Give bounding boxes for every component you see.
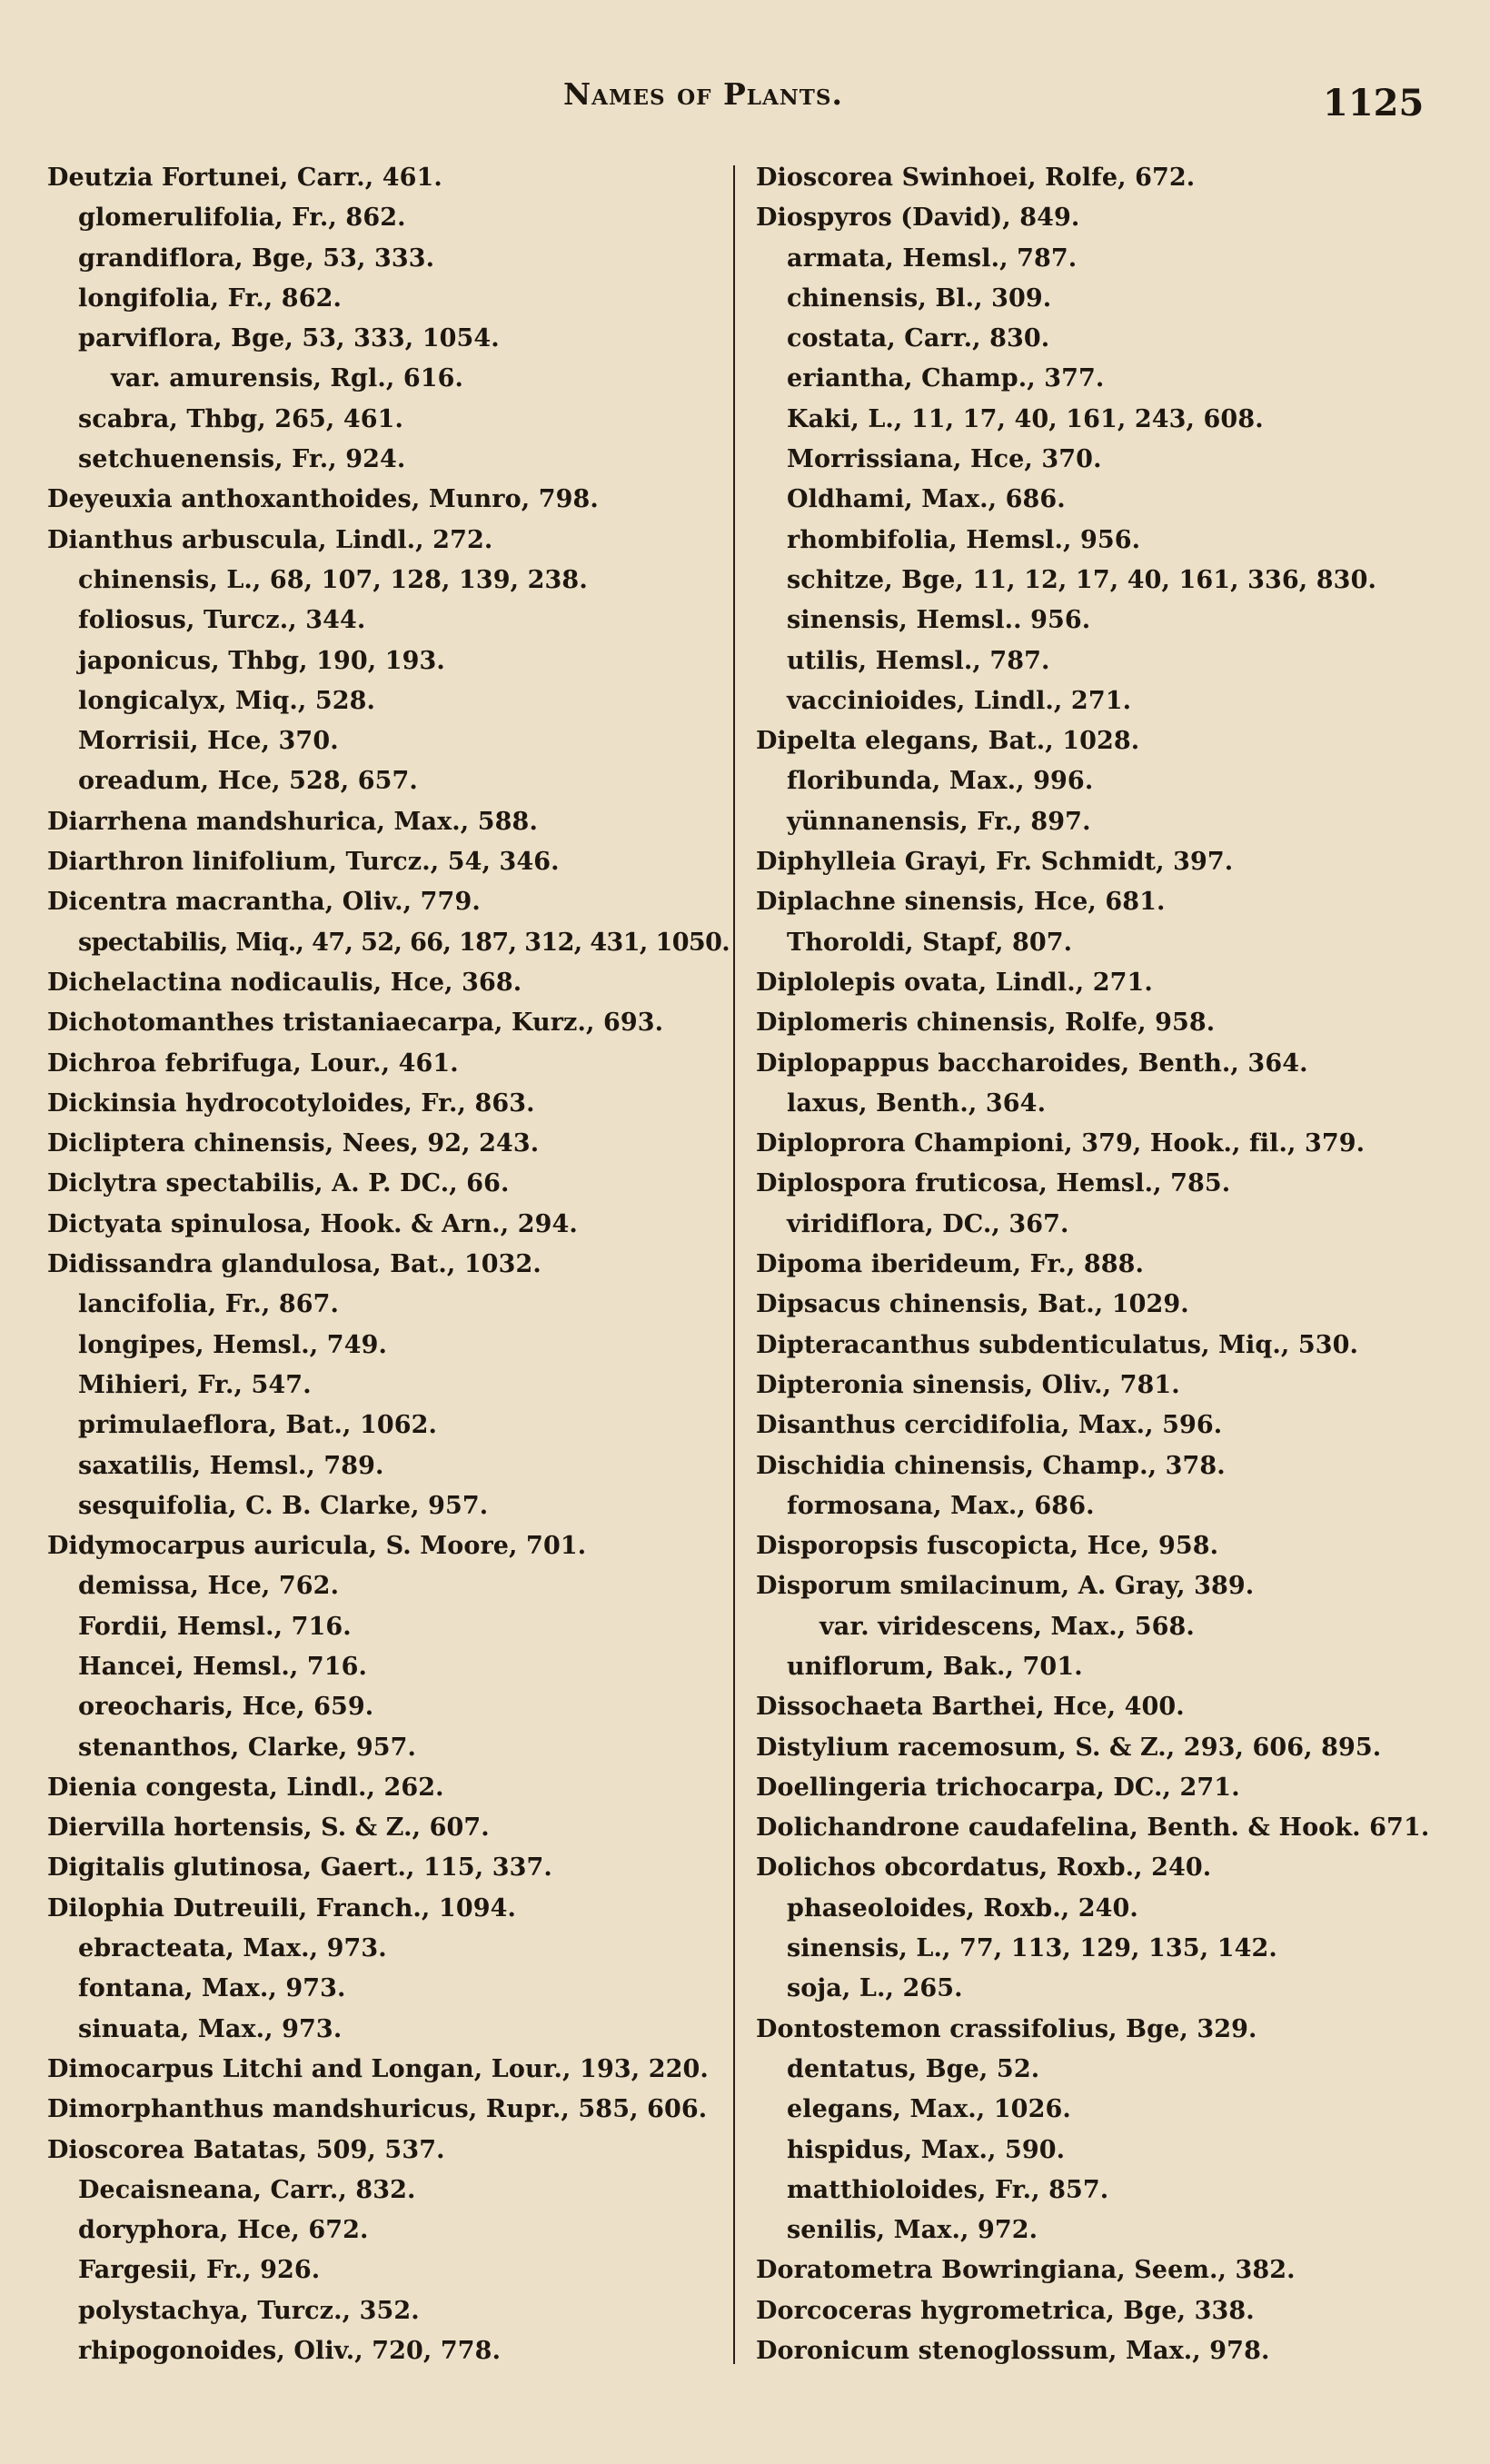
index-entry: Dictyata spinulosa, Hook. & Arn., 294. [47,1209,578,1238]
index-entry: chinensis, L., 68, 107, 128, 139, 238. [78,565,588,594]
index-entry: oreadum, Hce, 528, 657. [78,767,418,796]
index-entry: elegans, Max., 1026. [787,2095,1071,2124]
index-entry: Fargesii, Fr., 926. [78,2256,321,2285]
index-entry: Hancei, Hemsl., 716. [78,1652,367,1681]
index-entry: Dichelactina nodicaulis, Hce, 368. [47,968,522,997]
index-entry: Dickinsia hydrocotyloides, Fr., 863. [47,1088,535,1118]
index-entry: floribunda, Max., 996. [787,767,1094,796]
index-entry: armata, Hemsl., 787. [787,243,1078,273]
index-entry: uniflorum, Bak., 701. [787,1652,1083,1681]
index-entry: hispidus, Max., 590. [787,2135,1066,2164]
index-entry: Dimorphanthus mandshuricus, Rupr., 585, 606. [47,2095,708,2124]
index-entry: lancifolia, Fr., 867. [78,1290,340,1319]
index-entry: Dipoma iberideum, Fr., 888. [756,1250,1144,1279]
index-entry: Dioscorea Batatas, 509, 537. [47,2135,445,2164]
index-entry: doryphora, Hce, 672. [78,2216,369,2245]
index-entry: Dilophia Dutreuili, Franch., 1094. [47,1893,516,1923]
index-entry: senilis, Max., 972. [787,2216,1038,2245]
index-entry: ebracteata, Max., 973. [78,1934,387,1963]
index-entry: longipes, Hemsl., 749. [78,1330,387,1359]
index-entry: Dolichos obcordatus, Roxb., 240. [756,1853,1212,1883]
index-entry: Diclytra spectabilis, A. P. DC., 66. [47,1169,510,1198]
index-entry: Dimocarpus Litchi and Longan, Lour., 193, 220. [47,2054,709,2083]
index-entry: var. amurensis, Rgl., 616. [111,364,464,393]
index-entry: Dichotomanthes tristaniaecarpa, Kurz., 693. [47,1008,664,1038]
index-entry: polystachya, Turcz., 352. [78,2296,420,2325]
index-entry: Dicentra macrantha, Oliv., 779. [47,888,481,917]
index-entry: utilis, Hemsl., 787. [787,646,1050,675]
index-entry: stenanthos, Clarke, 957. [78,1733,417,1762]
index-entry: Disporum smilacinum, A. Gray, 389. [756,1572,1255,1601]
index-entry: Dissochaeta Barthei, Hce, 400. [756,1693,1185,1722]
page-title: Names of Plants. [563,76,844,112]
column-divider [733,165,735,2364]
index-entry: Diervilla hortensis, S. & Z., 607. [47,1813,490,1843]
index-entry: Dipteronia sinensis, Oliv., 781. [756,1370,1180,1399]
index-entry: Digitalis glutinosa, Gaert., 115, 337. [47,1853,552,1883]
index-entry: sinuata, Max., 973. [78,2014,343,2043]
index-entry: rhipogonoides, Oliv., 720, 778. [78,2337,502,2366]
index-entry: Disporopsis fuscopicta, Hce, 958. [756,1532,1219,1561]
index-entry: Diplomeris chinensis, Rolfe, 958. [756,1008,1216,1038]
index-entry: Dioscorea Swinhoei, Rolfe, 672. [756,164,1196,192]
index-entry: Morrissiana, Hce, 370. [787,445,1102,474]
index-entry: sinensis, L., 77, 113, 129, 135, 142. [787,1934,1277,1963]
index-entry: sinensis, Hemsl.. 956. [787,606,1091,635]
index-entry: sesquifolia, C. B. Clarke, 957. [78,1491,489,1520]
index-entry: Diplopappus baccharoides, Benth., 364. [756,1048,1308,1078]
index-entry: laxus, Benth., 364. [787,1088,1047,1118]
index-entry: yünnanensis, Fr., 897. [787,807,1091,836]
index-entry: costata, Carr., 830. [787,324,1050,353]
index-entry: Diarthron linifolium, Turcz., 54, 346. [47,848,560,877]
index-entry: rhombifolia, Hemsl., 956. [787,525,1141,554]
index-entry: chinensis, Bl., 309. [787,283,1052,313]
index-entry: schitze, Bge, 11, 12, 17, 40, 161, 336, 830. [787,565,1376,594]
index-entry: Fordii, Hemsl., 716. [78,1612,352,1641]
index-entry: Doronicum stenoglossum, Max., 978. [756,2337,1270,2366]
index-entry: scabra, Thbg, 265, 461. [78,404,404,433]
index-entry: fontana, Max., 973. [78,1974,346,2003]
index-entry: japonicus, Thbg, 190, 193. [78,646,445,675]
index-entry: longifolia, Fr., 862. [78,283,342,313]
index-entry: glomerulifolia, Fr., 862. [78,204,406,233]
index-entry: Dontostemon crassifolius, Bge, 329. [756,2014,1257,2043]
index-entry: Dipsacus chinensis, Bat., 1029. [756,1290,1189,1319]
index-entry: demissa, Hce, 762. [78,1572,340,1601]
index-entry: grandiflora, Bge, 53, 333. [78,243,435,273]
index-entry: formosana, Max., 686. [787,1491,1095,1520]
index-entry: Diploprora Championi, 379, Hook., fil., 379. [756,1129,1366,1158]
index-entry: Doratometra Bowringiana, Seem., 382. [756,2256,1296,2285]
index-entry: Diphylleia Grayi, Fr. Schmidt, 397. [756,848,1234,877]
index-entry: Oldhami, Max., 686. [787,485,1066,514]
index-entry: parviflora, Bge, 53, 333, 1054. [78,324,500,353]
index-entry: Distylium racemosum, S. & Z., 293, 606, 895. [756,1733,1382,1762]
index-entry: oreocharis, Hce, 659. [78,1693,374,1722]
index-entry: Dolichandrone caudafelina, Benth. & Hook. 671. [756,1813,1430,1843]
page-number: 1125 [1323,82,1425,124]
running-head [0,76,1490,131]
index-entry: Dienia congesta, Lindl., 262. [47,1773,444,1802]
index-entry: viridiflora, DC., 367. [787,1209,1069,1238]
index-entry: Deyeuxia anthoxanthoides, Munro, 798. [47,485,599,514]
index-entry: Mihieri, Fr., 547. [78,1370,312,1399]
index-entry: Dianthus arbuscula, Lindl., 272. [47,525,493,554]
index-entry: Doellingeria trichocarpa, DC., 271. [756,1773,1240,1802]
index-column-left [47,158,738,2371]
index-entry: Didissandra glandulosa, Bat., 1032. [47,1250,541,1279]
index-entry: Dipteracanthus subdenticulatus, Miq., 530. [756,1330,1359,1359]
index-entry: Diplolepis ovata, Lindl., 271. [756,968,1153,997]
index-entry: soja, L., 265. [787,1974,963,2003]
index-entry: dentatus, Bge, 52. [787,2054,1040,2083]
index-entry: saxatilis, Hemsl., 789. [78,1451,384,1480]
index-entry: Dichroa febrifuga, Lour., 461. [47,1048,459,1078]
index-entry: setchuenensis, Fr., 924. [78,445,406,474]
index-entry: Deutzia Fortunei, Carr., 461. [47,164,442,192]
index-entry: vaccinioides, Lindl., 271. [787,686,1132,715]
index-entry: spectabilis, Miq., 47, 52, 66, 187, 312, 431, 1050. [78,928,730,957]
index-entry: Diospyros (David), 849. [756,204,1080,233]
index-entry: primulaeflora, Bat., 1062. [78,1411,438,1440]
index-entry: Dorcoceras hygrometrica, Bge, 338. [756,2296,1255,2325]
index-entry: Diarrhena mandshurica, Max., 588. [47,807,538,836]
index-entry: var. viridescens, Max., 568. [820,1612,1195,1641]
index-entry: Decaisneana, Carr., 832. [78,2175,416,2204]
index-entry: Dicliptera chinensis, Nees, 92, 243. [47,1129,540,1158]
index-entry: eriantha, Champ., 377. [787,364,1105,393]
index-entry: foliosus, Turcz., 344. [78,606,366,635]
index-entry: Disanthus cercidifolia, Max., 596. [756,1411,1223,1440]
index-entry: Didymocarpus auricula, S. Moore, 701. [47,1532,587,1561]
index-entry: Diplospora fruticosa, Hemsl., 785. [756,1169,1231,1198]
index-entry: Morrisii, Hce, 370. [78,727,339,756]
index-entry: longicalyx, Miq., 528. [78,686,375,715]
index-entry: phaseoloides, Roxb., 240. [787,1893,1138,1923]
index-entry: Diplachne sinensis, Hce, 681. [756,888,1166,917]
index-entry: Kaki, L., 11, 17, 40, 161, 243, 608. [787,404,1264,433]
index-entry: matthioloides, Fr., 857. [787,2175,1109,2204]
index-entry: Dipelta elegans, Bat., 1028. [756,727,1140,756]
index-entry: Thoroldi, Stapf, 807. [787,928,1073,957]
index-column-right [756,158,1474,2371]
index-entry: Dischidia chinensis, Champ., 378. [756,1451,1226,1480]
